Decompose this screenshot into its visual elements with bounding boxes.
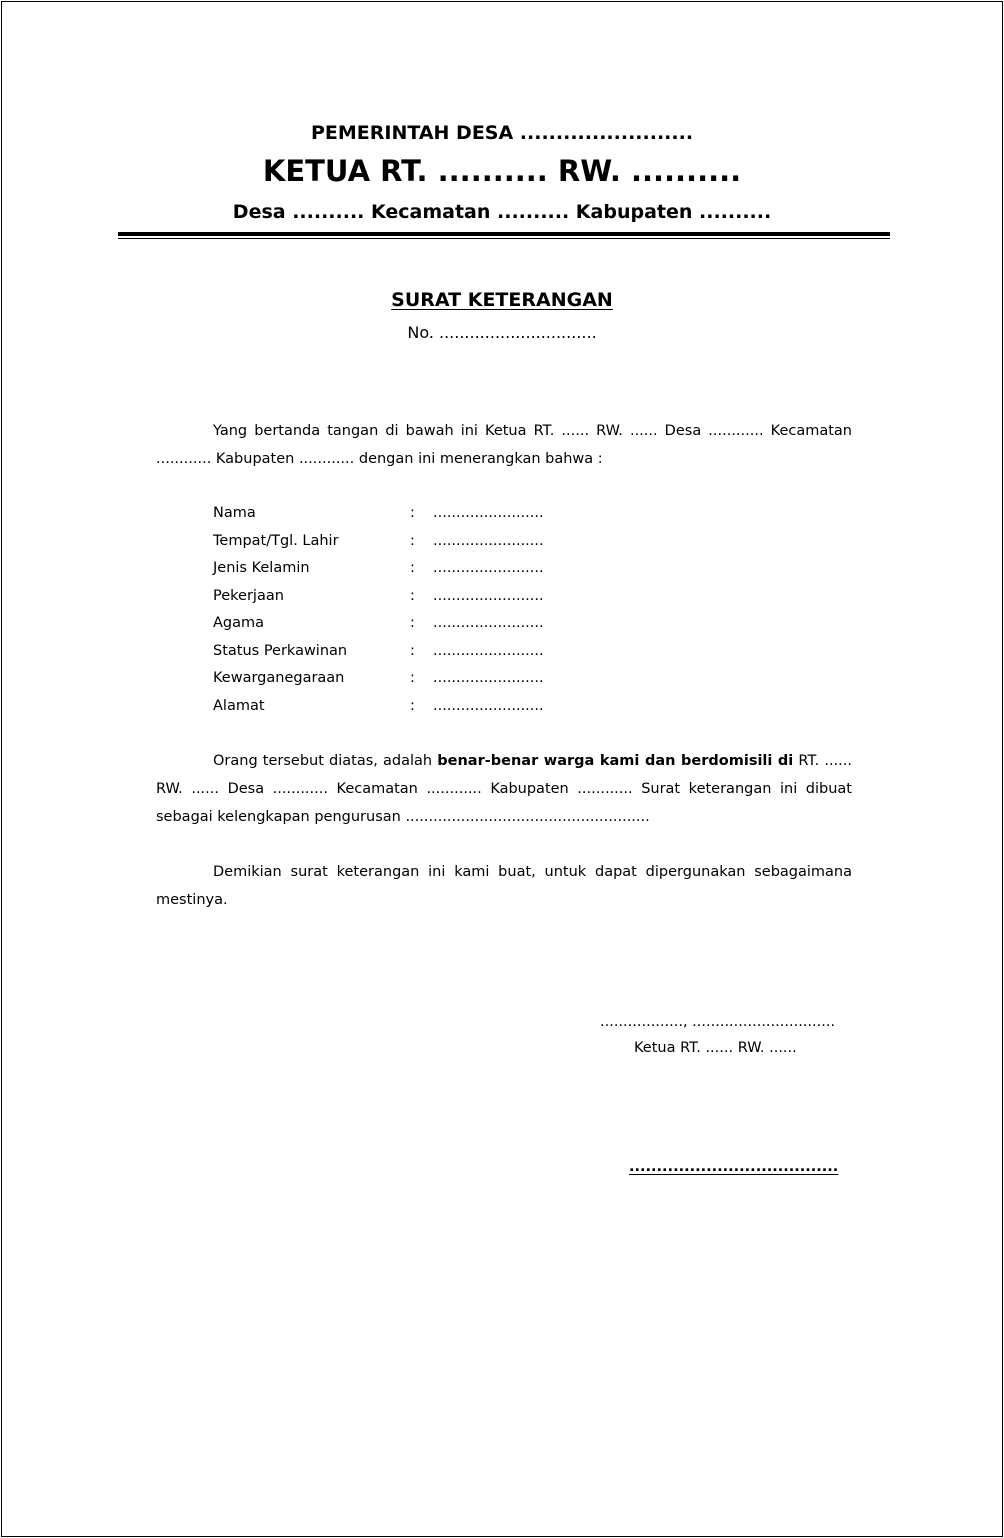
- field-label: Agama: [213, 615, 265, 631]
- field-value: ........................: [433, 642, 544, 659]
- letterhead-address: Desa .......... Kecamatan .......... Kabupaten ..........: [232, 201, 772, 223]
- field-label: Tempat/Tgl. Lahir: [213, 532, 339, 549]
- document-title-text: SURAT KETERANGAN: [391, 289, 613, 311]
- field-label: Kewarganegaraan: [213, 670, 345, 686]
- signature-name-line: ......................................: [629, 1159, 839, 1175]
- field-row: [213, 528, 573, 556]
- letterhead-divider-thin: [118, 238, 890, 239]
- field-label: Nama: [213, 505, 256, 521]
- signature-place-date: .................., ...............................: [600, 1014, 836, 1030]
- statement-text-rest: RT. ...... RW. ...... Desa ............ Kecamatan ............ Kabupaten ............ Surat keterangan ini dibuat sebagai kelengkapan pengurusan .....................................................: [156, 753, 852, 825]
- field-colon: :: [410, 697, 415, 714]
- field-row: [213, 500, 573, 528]
- intro-paragraph: Yang bertanda tangan di bawah ini Ketua RT. ...... RW. ...... Desa ............ Kecamatan ............ Kabupaten ............ dengan ini menerangkan bahwa :: [156, 423, 852, 467]
- field-colon: :: [410, 560, 415, 576]
- letterhead-rt-rw: KETUA RT. .......... RW. ..........: [262, 154, 742, 188]
- field-row: [213, 665, 573, 693]
- field-label: Pekerjaan: [213, 587, 284, 604]
- field-colon: :: [410, 505, 415, 521]
- field-colon: :: [410, 532, 415, 549]
- field-label: Jenis Kelamin: [213, 560, 310, 576]
- field-value: ........................: [433, 697, 544, 714]
- identity-fields: [213, 500, 573, 720]
- field-row: [213, 693, 573, 721]
- letterhead-divider-thick: [118, 232, 890, 236]
- statement-emphasis: benar-benar warga kami dan berdomisili di: [437, 753, 794, 769]
- field-value: ........................: [433, 560, 544, 576]
- statement-text: Orang tersebut diatas, adalah: [213, 753, 438, 769]
- document-number: No. ...............................: [407, 323, 597, 342]
- field-row: [213, 638, 573, 666]
- field-colon: :: [410, 642, 415, 659]
- field-value: ........................: [433, 505, 544, 521]
- field-value: ........................: [433, 670, 544, 686]
- signature-title: Ketua RT. ...... RW. ......: [634, 1040, 797, 1056]
- field-value: ........................: [433, 615, 544, 631]
- closing-paragraph: Demikian surat keterangan ini kami buat, untuk dapat dipergunakan sebagaimana mestinya.: [156, 864, 852, 908]
- field-label: Alamat: [213, 697, 265, 714]
- field-row: [213, 555, 573, 583]
- statement-paragraph: [156, 747, 852, 831]
- letterhead-government: PEMERINTAH DESA ........................: [310, 122, 694, 144]
- field-row: [213, 583, 573, 611]
- letter-page: [1, 1, 1003, 1537]
- field-colon: :: [410, 670, 415, 686]
- field-value: ........................: [433, 532, 544, 549]
- field-colon: :: [410, 587, 415, 604]
- field-label: Status Perkawinan: [213, 642, 348, 659]
- field-row: [213, 610, 573, 638]
- field-colon: :: [410, 615, 415, 631]
- field-value: ........................: [433, 587, 544, 604]
- document-title: [2, 289, 1002, 311]
